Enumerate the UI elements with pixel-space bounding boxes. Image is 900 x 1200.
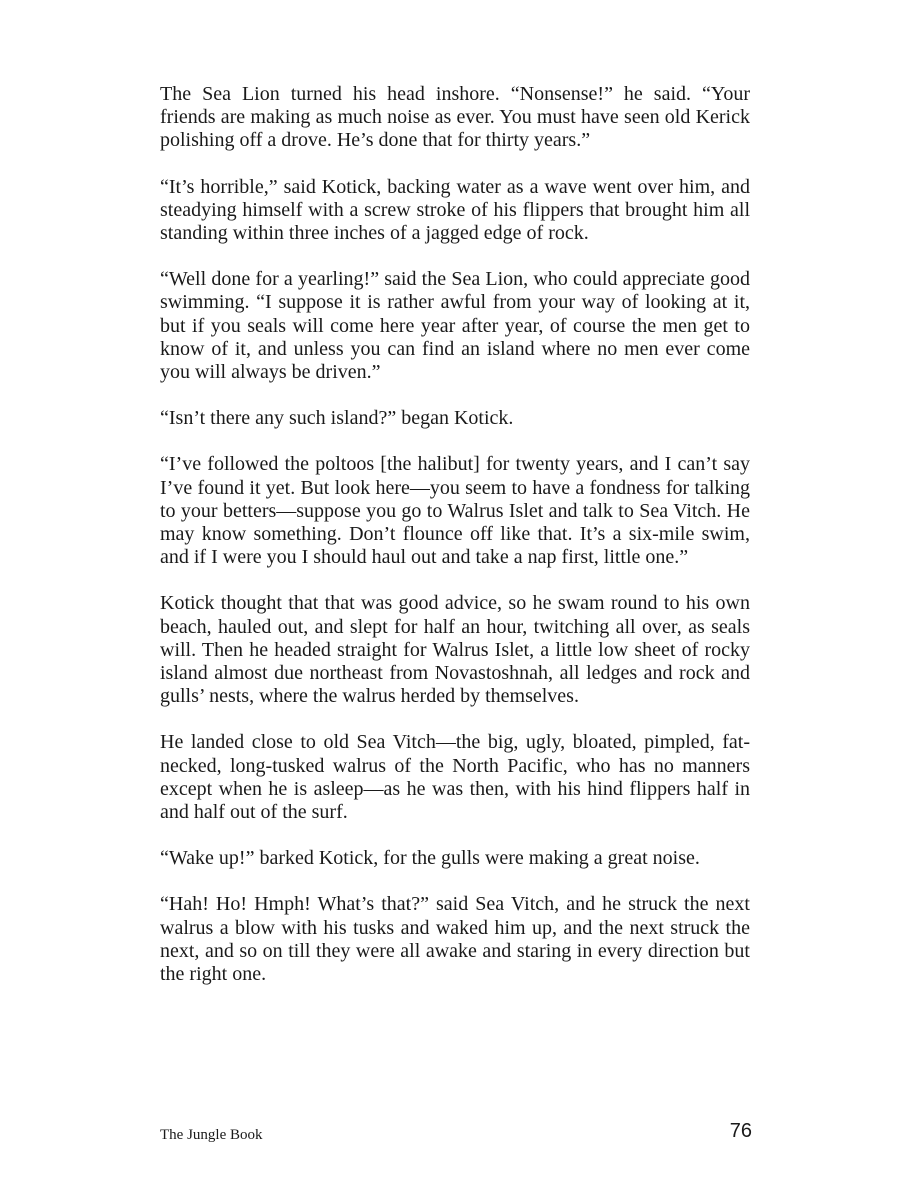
running-footer-title: The Jungle Book: [160, 1127, 263, 1143]
page-number: 76: [729, 1120, 752, 1142]
body-text: [160, 83, 750, 1009]
paragraph: Kotick thought that that was good advice, so he swam round to his own beach, hauled out, and slept for half an hour, twitching all over, as seals will. Then he headed straight for Walrus Islet, a little low sheet of rocky island almost due northeast from Novastoshnah, all ledges and rock and gulls’ nests, where the walrus herded by themselves.: [160, 592, 750, 708]
paragraph: “Isn’t there any such island?” began Kotick.: [160, 407, 514, 430]
paragraph: “Hah! Ho! Hmph! What’s that?” said Sea Vitch, and he struck the next walrus a blow with his tusks and waked him up, and the next struck the next, and so on till they were all awake and staring in every direction but the right one.: [160, 893, 750, 986]
paragraph: “Wake up!” barked Kotick, for the gulls were making a great noise.: [160, 847, 700, 870]
paragraph: “Well done for a yearling!” said the Sea Lion, who could appreciate good swimming. “I suppose it is rather awful from your way of looking at it, but if you seals will come here year after year, of course the men get to know of it, and unless you can find an island where no men ever come you will always be driven.”: [160, 268, 750, 384]
paragraph: “It’s horrible,” said Kotick, backing water as a wave went over him, and steadying himself with a screw stroke of his flippers that brought him all standing within three inches of a jagged edge of rock.: [160, 175, 750, 245]
paragraph: The Sea Lion turned his head inshore. “Nonsense!” he said. “Your friends are making as much noise as ever. You must have seen old Kerick polishing off a drove. He’s done that for thirty years.”: [160, 83, 750, 152]
paragraph: “I’ve followed the poltoos [the halibut] for twenty years, and I can’t say I’ve found it yet. But look here—you seem to have a fondness for talking to your betters—suppose you go to Walrus Islet and talk to Sea Vitch. He may know something. Don’t flounce off like that. It’s a six-mile swim, and if I were you I should haul out and take a nap first, little one.”: [160, 453, 750, 569]
paragraph: He landed close to old Sea Vitch—the big, ugly, bloated, pimpled, fat-necked, long-tusked walrus of the North Pacific, who has no manners except when he is asleep—as he was then, with his hind flippers half in and half out of the surf.: [160, 731, 750, 824]
